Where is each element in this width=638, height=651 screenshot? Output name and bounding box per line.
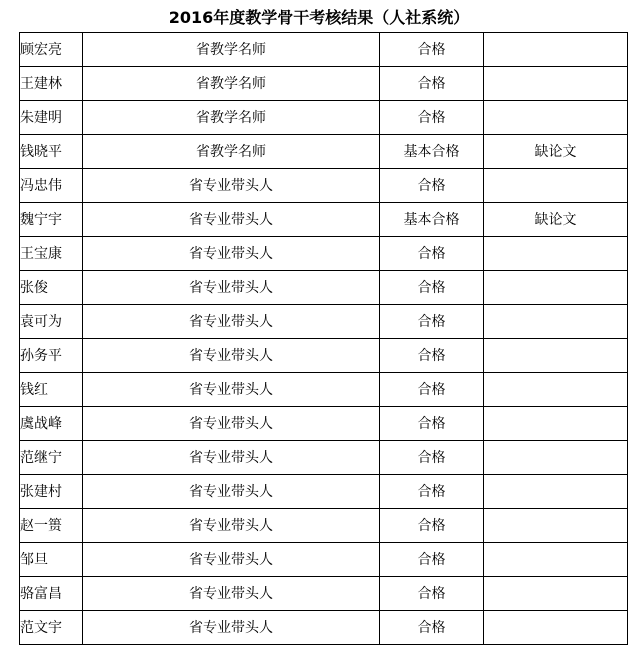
document-title: 2016年度教学骨干考核结果（人社系统） <box>168 8 470 27</box>
teacher-name-cell: 王建林 <box>20 67 83 101</box>
table-row <box>20 339 628 373</box>
teacher-title-cell: 省专业带头人 <box>83 441 380 475</box>
assessment-result-cell: 合格 <box>380 475 484 509</box>
teacher-title-cell: 省教学名师 <box>83 67 380 101</box>
teacher-name-cell: 张俊 <box>20 271 83 305</box>
table-row <box>20 67 628 101</box>
remark-cell: 缺论文 <box>484 135 628 169</box>
teacher-title-cell: 省专业带头人 <box>83 543 380 577</box>
remark-cell <box>484 373 628 407</box>
assessment-result-cell: 合格 <box>380 543 484 577</box>
table-row <box>20 407 628 441</box>
assessment-result-cell: 合格 <box>380 373 484 407</box>
teacher-title-cell: 省专业带头人 <box>83 237 380 271</box>
table-row <box>20 101 628 135</box>
assessment-result-cell: 合格 <box>380 509 484 543</box>
table-row <box>20 373 628 407</box>
teacher-name-cell: 孙务平 <box>20 339 83 373</box>
assessment-result-cell: 合格 <box>380 237 484 271</box>
teacher-name-cell: 范文宇 <box>20 611 83 645</box>
table-row <box>20 543 628 577</box>
remark-cell <box>484 339 628 373</box>
teacher-title-cell: 省专业带头人 <box>83 169 380 203</box>
remark-cell <box>484 271 628 305</box>
table-row <box>20 33 628 67</box>
assessment-result-cell: 合格 <box>380 611 484 645</box>
teacher-name-cell: 袁可为 <box>20 305 83 339</box>
assessment-result-cell: 合格 <box>380 441 484 475</box>
table-row <box>20 169 628 203</box>
table-row <box>20 271 628 305</box>
teacher-title-cell: 省专业带头人 <box>83 373 380 407</box>
table-row <box>20 203 628 237</box>
remark-cell <box>484 67 628 101</box>
remark-cell <box>484 475 628 509</box>
assessment-result-cell: 合格 <box>380 33 484 67</box>
teacher-name-cell: 范继宁 <box>20 441 83 475</box>
assessment-result-cell: 合格 <box>380 169 484 203</box>
remark-cell <box>484 543 628 577</box>
teacher-title-cell: 省专业带头人 <box>83 475 380 509</box>
assessment-result-cell: 合格 <box>380 577 484 611</box>
assessment-result-cell: 合格 <box>380 305 484 339</box>
teacher-title-cell: 省教学名师 <box>83 101 380 135</box>
table-row <box>20 237 628 271</box>
assessment-result-cell: 合格 <box>380 407 484 441</box>
teacher-title-cell: 省专业带头人 <box>83 203 380 237</box>
teacher-title-cell: 省专业带头人 <box>83 305 380 339</box>
teacher-title-cell: 省专业带头人 <box>83 339 380 373</box>
teacher-name-cell: 冯忠伟 <box>20 169 83 203</box>
teacher-name-cell: 钱红 <box>20 373 83 407</box>
teacher-title-cell: 省专业带头人 <box>83 509 380 543</box>
remark-cell <box>484 577 628 611</box>
teacher-title-cell: 省专业带头人 <box>83 577 380 611</box>
assessment-result-cell: 合格 <box>380 67 484 101</box>
teacher-name-cell: 虞战峰 <box>20 407 83 441</box>
teacher-title-cell: 省教学名师 <box>83 135 380 169</box>
remark-cell: 缺论文 <box>484 203 628 237</box>
table-row <box>20 509 628 543</box>
remark-cell <box>484 305 628 339</box>
teacher-name-cell: 张建村 <box>20 475 83 509</box>
teacher-name-cell: 朱建明 <box>20 101 83 135</box>
teacher-name-cell: 钱晓平 <box>20 135 83 169</box>
remark-cell <box>484 509 628 543</box>
table-row <box>20 577 628 611</box>
results-table-body <box>20 33 628 645</box>
teacher-title-cell: 省专业带头人 <box>83 271 380 305</box>
teacher-name-cell: 骆富昌 <box>20 577 83 611</box>
remark-cell <box>484 441 628 475</box>
table-row <box>20 305 628 339</box>
teacher-name-cell: 魏宁宇 <box>20 203 83 237</box>
teacher-title-cell: 省专业带头人 <box>83 611 380 645</box>
table-row <box>20 475 628 509</box>
teacher-name-cell: 顾宏亮 <box>20 33 83 67</box>
teacher-name-cell: 邹旦 <box>20 543 83 577</box>
table-row <box>20 135 628 169</box>
remark-cell <box>484 169 628 203</box>
teacher-name-cell: 王宝康 <box>20 237 83 271</box>
results-table <box>19 32 628 645</box>
table-row <box>20 441 628 475</box>
assessment-result-cell: 基本合格 <box>380 203 484 237</box>
teacher-title-cell: 省教学名师 <box>83 33 380 67</box>
remark-cell <box>484 33 628 67</box>
teacher-name-cell: 赵一篑 <box>20 509 83 543</box>
remark-cell <box>484 101 628 135</box>
remark-cell <box>484 237 628 271</box>
teacher-title-cell: 省专业带头人 <box>83 407 380 441</box>
assessment-result-cell: 基本合格 <box>380 135 484 169</box>
remark-cell <box>484 611 628 645</box>
assessment-result-cell: 合格 <box>380 339 484 373</box>
assessment-result-cell: 合格 <box>380 271 484 305</box>
remark-cell <box>484 407 628 441</box>
table-row <box>20 611 628 645</box>
assessment-result-cell: 合格 <box>380 101 484 135</box>
